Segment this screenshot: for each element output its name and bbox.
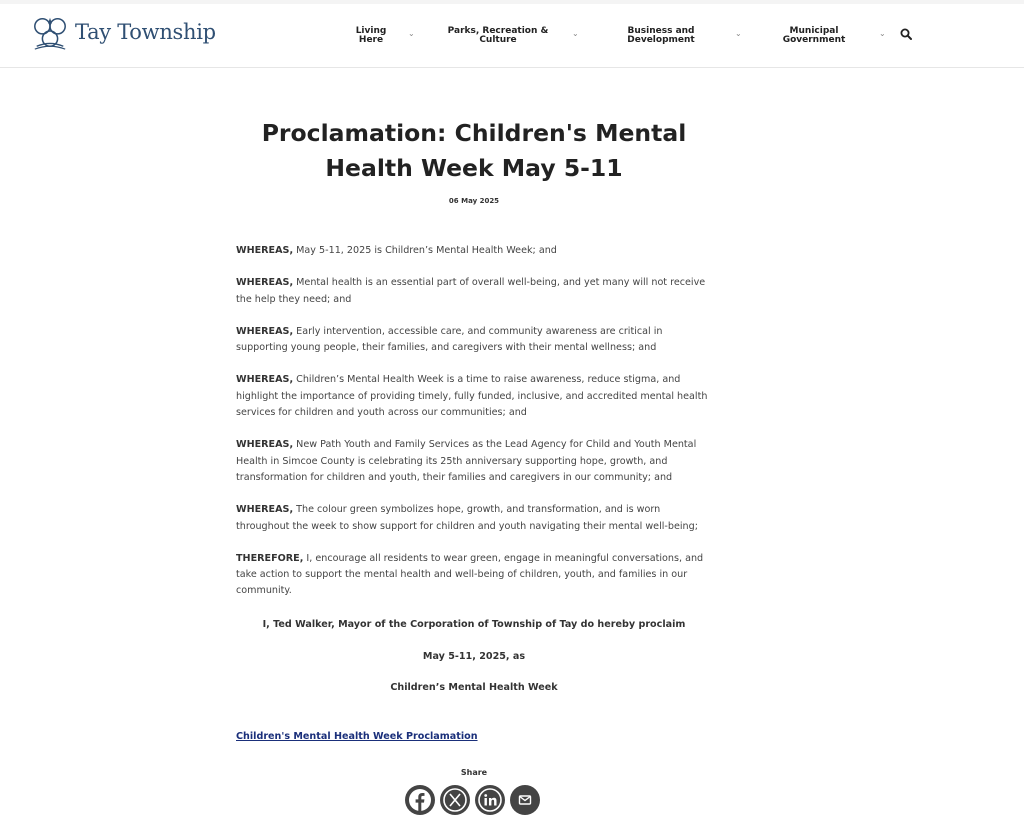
share-label: Share (460, 768, 488, 777)
paragraph (236, 502, 714, 535)
township-crest-icon (31, 12, 69, 52)
chevron-down-icon: ⌄ (572, 29, 579, 38)
paragraph-text: The colour green symbolizes hope, growth, and transformation, and is worn throughout the week to show support for children and youth navigating their mental well-being; (236, 504, 698, 532)
nav-label-line1: Business and (627, 26, 695, 36)
paragraph (236, 551, 714, 600)
paragraph-text: Early intervention, accessible care, and community awareness are critical in supporting young people, their families, and caregivers with their mental wellness; and (236, 325, 663, 354)
nav-label-line1: Parks, Recreation & (447, 26, 549, 36)
share-email-button[interactable] (510, 785, 540, 815)
paragraph-lead: WHEREAS, (236, 325, 294, 337)
paragraph (236, 243, 714, 259)
nav-parks-recreation[interactable] (446, 26, 579, 45)
proclaim-line: I, Ted Walker, Mayor of the Corporation of Township of Tay do hereby proclaim (262, 619, 686, 630)
proclamation-link[interactable]: Children's Mental Health Week Proclamation (236, 731, 478, 742)
paragraph-lead: WHEREAS, (236, 374, 294, 386)
nav-label-line2: Government (782, 35, 846, 45)
share-facebook-button[interactable] (405, 785, 435, 815)
nav-municipal-government[interactable] (770, 26, 886, 45)
site-header (0, 0, 1024, 68)
paragraph-text: I, encourage all residents to wear green, engage in meaningful conversations, and take action to support the mental health and well-being of children, youth, and families in our community. (236, 552, 704, 597)
nav-label-line2: Here (358, 35, 384, 45)
paragraph (236, 437, 714, 486)
paragraph-text: Mental health is an essential part of overall well-being, and yet many will not receive the help they need; and (236, 277, 706, 305)
nav-living-here[interactable] (352, 26, 415, 45)
share-x-button[interactable] (440, 785, 470, 815)
top-strip (0, 0, 1024, 4)
nav-label-line1: Municipal (789, 26, 839, 36)
paragraph-text: Children’s Mental Health Week is a time to raise awareness, reduce stigma, and highlight the importance of providing timely, fully funded, inclusive, and accredited mental health services for children and youth across our communities; and (236, 374, 708, 419)
paragraph-lead: WHEREAS, (236, 504, 294, 516)
chevron-down-icon: ⌄ (735, 29, 742, 38)
page-title: Proclamation: Children's Mental Health Week May 5-11 (261, 119, 687, 182)
search-icon[interactable] (900, 28, 912, 40)
paragraph-text: New Path Youth and Family Services as the Lead Agency for Child and Youth Mental Health in Simcoe County is celebrating its 25th anniversary supporting hope, growth, and transformation for children and youth, their families and caregivers in our community; and (236, 439, 697, 483)
email-icon (510, 785, 540, 815)
x-icon (440, 785, 470, 815)
paragraph-lead: WHEREAS, (236, 277, 294, 289)
chevron-down-icon: ⌄ (879, 29, 886, 38)
nav-label-line2: Culture (479, 35, 517, 45)
facebook-icon (405, 785, 435, 815)
paragraph (236, 324, 714, 357)
share-linkedin-button[interactable] (475, 785, 505, 815)
share-buttons (405, 785, 540, 815)
paragraph-lead: WHEREAS, (236, 245, 294, 256)
article-date: 06 May 2025 (448, 197, 500, 205)
paragraph-lead: THEREFORE, (236, 552, 304, 564)
nav-label-line1: Living (355, 26, 387, 36)
paragraph (236, 372, 714, 421)
site-logo-link[interactable] (31, 12, 216, 52)
paragraph (236, 275, 714, 308)
nav-label-line2: Development (627, 35, 695, 45)
week-line: Children’s Mental Health Week (390, 682, 558, 693)
chevron-down-icon: ⌄ (408, 29, 415, 38)
paragraph-text: May 5-11, 2025 is Children’s Mental Health Week; and (293, 245, 557, 256)
article-body (236, 243, 714, 616)
dates-line: May 5-11, 2025, as (422, 651, 526, 662)
nav-business-development[interactable] (614, 26, 742, 45)
site-name: Tay Township (75, 20, 216, 44)
linkedin-icon (475, 785, 505, 815)
paragraph-lead: WHEREAS, (236, 439, 294, 451)
